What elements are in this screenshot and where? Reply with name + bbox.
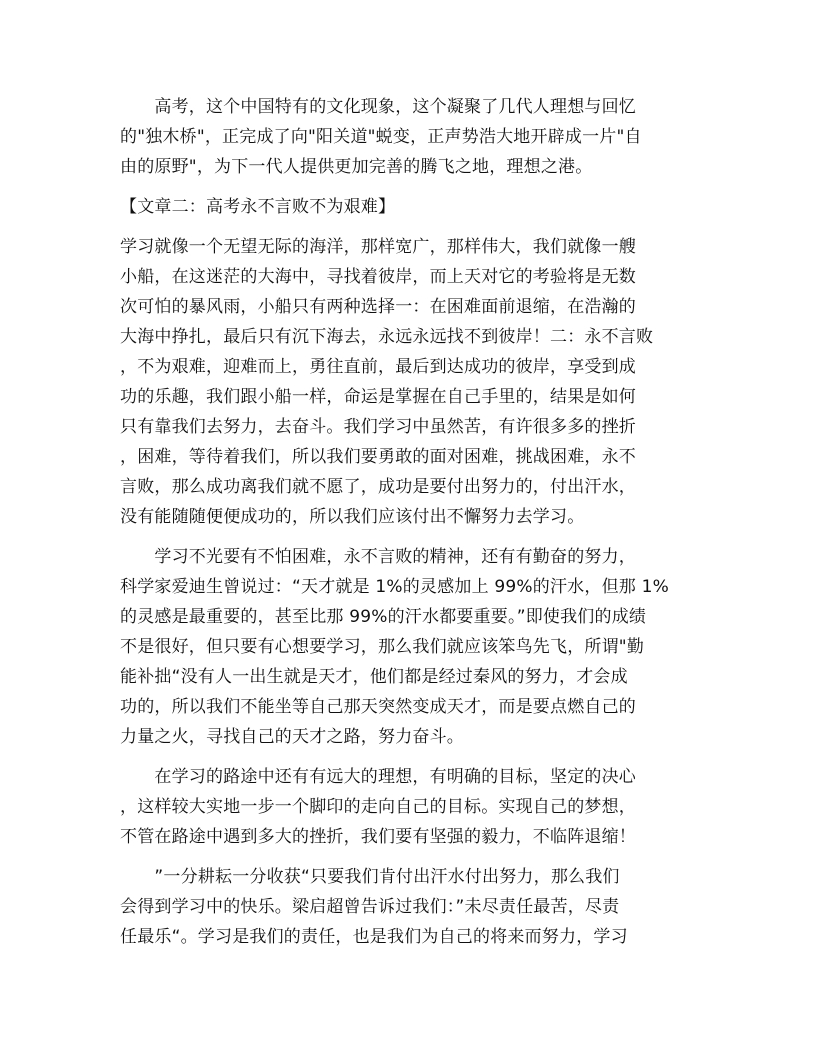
paragraph-1-line-1: 高考，这个中国特有的文化现象，这个凝聚了几代人理想与回忆 <box>120 97 636 117</box>
paragraph-1-line-2: 的"独木桥"，正完成了向"阳关道"蜕变，正声势浩大地开辟成一片"自 <box>120 127 642 147</box>
paragraph-4-line-3: 不管在路途中遇到多大的挫折，我们要有坚强的毅力，不临阵退缩！ <box>120 827 636 847</box>
paragraph-3-line-3: 的灵感是最重要的，甚至比那 99%的汗水都要重要。”即使我们的成绩 <box>120 607 647 627</box>
paragraph-5-line-3: 任最乐“。学习是我们的责任，也是我们为自己的将来而努力，学习 <box>120 927 628 947</box>
paragraph-2-line-10: 没有能随随便便成功的，所以我们应该付出不懈努力去学习。 <box>120 507 585 527</box>
paragraph-3-line-5: 能补拙“没有人一出生就是天才，他们都是经过秦风的努力，才会成 <box>120 667 628 687</box>
paragraph-2-line-4: 大海中挣扎，最后只有沉下海去，永远永远找不到彼岸！二：永不言败 <box>120 327 654 347</box>
paragraph-3-line-2: 科学家爱迪生曾说过：“天才就是 1%的灵感加上 99%的汗水，但那 1% <box>120 577 669 597</box>
section-heading: 【文章二：高考永不言败不为艰难】 <box>120 197 396 217</box>
paragraph-2-line-3: 次可怕的暴风雨，小船只有两种选择一：在困难面前退缩，在浩瀚的 <box>120 297 636 317</box>
paragraph-1-line-3: 由的原野"，为下一代人提供更加完善的腾飞之地，理想之港。 <box>120 157 593 177</box>
paragraph-3-line-6: 功的，所以我们不能坐等自己那天突然变成天才，而是要点燃自己的 <box>120 697 636 717</box>
paragraph-2-line-7: 只有靠我们去努力，去奋斗。我们学习中虽然苦，有许很多多的挫折 <box>120 417 636 437</box>
paragraph-5-line-1: ”一分耕耘一分收获“只要我们肯付出汗水付出努力，那么我们 <box>120 867 620 887</box>
paragraph-5-line-2: 会得到学习中的快乐。梁启超曾告诉过我们：”未尽责任最苦，尽责 <box>120 897 620 917</box>
paragraph-3-line-4: 不是很好，但只要有心想要学习，那么我们就应该笨鸟先飞，所谓"勤 <box>120 637 645 657</box>
paragraph-2-line-6: 功的乐趣，我们跟小船一样，命运是掌握在自己手里的，结果是如何 <box>120 387 636 407</box>
paragraph-2-line-8: ，困难，等待着我们，所以我们要勇敢的面对困难，挑战困难，永不 <box>120 447 636 467</box>
paragraph-4-line-2: ，这样较大实地一步一个脚印的走向自己的目标。实现自己的梦想， <box>120 797 636 817</box>
paragraph-2-line-2: 小船，在这迷茫的大海中，寻找着彼岸，而上天对它的考验将是无数 <box>120 267 636 287</box>
paragraph-3-line-7: 力量之火，寻找自己的天才之路，努力奋斗。 <box>120 727 464 747</box>
paragraph-4-line-1: 在学习的路途中还有有远大的理想，有明确的目标，坚定的决心 <box>120 767 636 787</box>
paragraph-3-line-1: 学习不光要有不怕困难，永不言败的精神，还有有勤奋的努力， <box>120 547 636 567</box>
paragraph-2-line-9: 言败，那么成功离我们就不愿了，成功是要付出努力的，付出汗水， <box>120 477 636 497</box>
paragraph-2-line-5: ，不为艰难，迎难而上，勇往直前，最后到达成功的彼岸，享受到成 <box>120 357 636 377</box>
paragraph-2-line-1: 学习就像一个无望无际的海洋，那样宽广，那样伟大，我们就像一艘 <box>120 237 636 257</box>
